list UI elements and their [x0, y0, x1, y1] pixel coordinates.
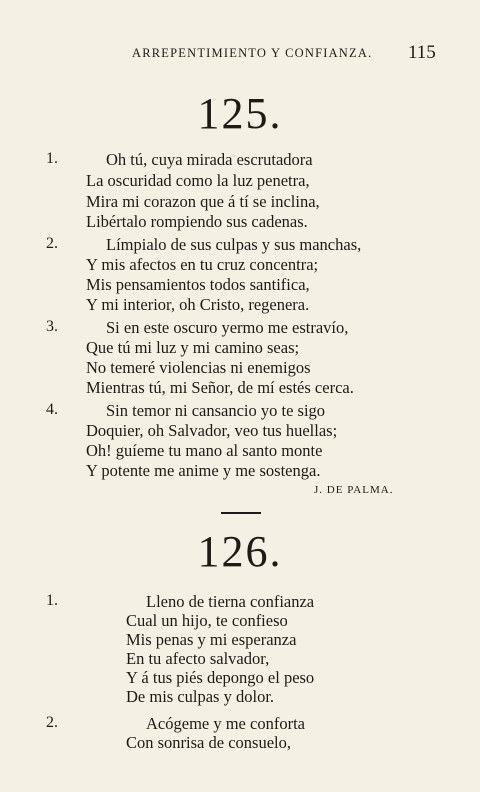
verse-line: Mis penas y mi esperanza	[126, 630, 297, 649]
verse-line: No temeré violencias ni enemigos	[86, 358, 311, 377]
verse-line: Doquier, oh Salvador, veo tus huellas;	[86, 421, 338, 440]
verse-line: Oh tú, cuya mirada escrutadora	[106, 150, 313, 169]
verse-line: Límpialo de sus culpas y sus manchas,	[106, 235, 362, 254]
verse-line: Sin temor ni cansancio yo te sigo	[106, 401, 326, 420]
stanza-number: 1.	[46, 592, 58, 609]
verse-line: La oscuridad como la luz penetra,	[86, 171, 310, 190]
verse-line: Si en este oscuro yermo me estravío,	[106, 318, 349, 337]
stanza-number: 1.	[46, 150, 58, 167]
verse-line: Mira mi corazon que á tí se inclina,	[86, 192, 320, 211]
verse-line: Cual un hijo, te confieso	[126, 611, 288, 630]
section-divider	[221, 512, 261, 514]
running-head: ARREPENTIMIENTO Y CONFIANZA.	[132, 46, 373, 60]
verse-line: En tu afecto salvador,	[126, 649, 270, 668]
verse-line: Con sonrisa de consuelo,	[126, 733, 291, 752]
verse-line: Y mis afectos en tu cruz concentra;	[86, 255, 319, 274]
verse-line: Mientras tú, mi Señor, de mí estés cerca.	[86, 378, 354, 397]
verse-line: Y potente me anime y me sostenga.	[86, 461, 321, 480]
verse-line: Acógeme y me conforta	[146, 714, 305, 733]
page-number: 115	[408, 42, 436, 63]
verse-line: Y mi interior, oh Cristo, regenera.	[86, 295, 310, 314]
verse-line: Y á tus piés depongo el peso	[126, 668, 315, 687]
verse-line: Lleno de tierna confianza	[146, 592, 315, 611]
verse-line: De mis culpas y dolor.	[126, 687, 275, 706]
hymn-number: 125.	[197, 89, 283, 138]
verse-line: Oh! guíeme tu mano al santo monte	[86, 441, 323, 460]
verse-line: Que tú mi luz y mi camino seas;	[86, 338, 300, 357]
stanza-number: 2.	[46, 235, 58, 252]
hymn-number: 126.	[197, 527, 283, 576]
verse-line: Libértalo rompiendo sus cadenas.	[86, 212, 308, 231]
stanza-number: 3.	[46, 318, 58, 335]
verse-line: Mis pensamientos todos santifica,	[86, 275, 310, 294]
stanza-number: 4.	[46, 401, 58, 418]
stanza-number: 2.	[46, 714, 58, 731]
hymn-attribution: J. DE PALMA.	[314, 484, 394, 496]
